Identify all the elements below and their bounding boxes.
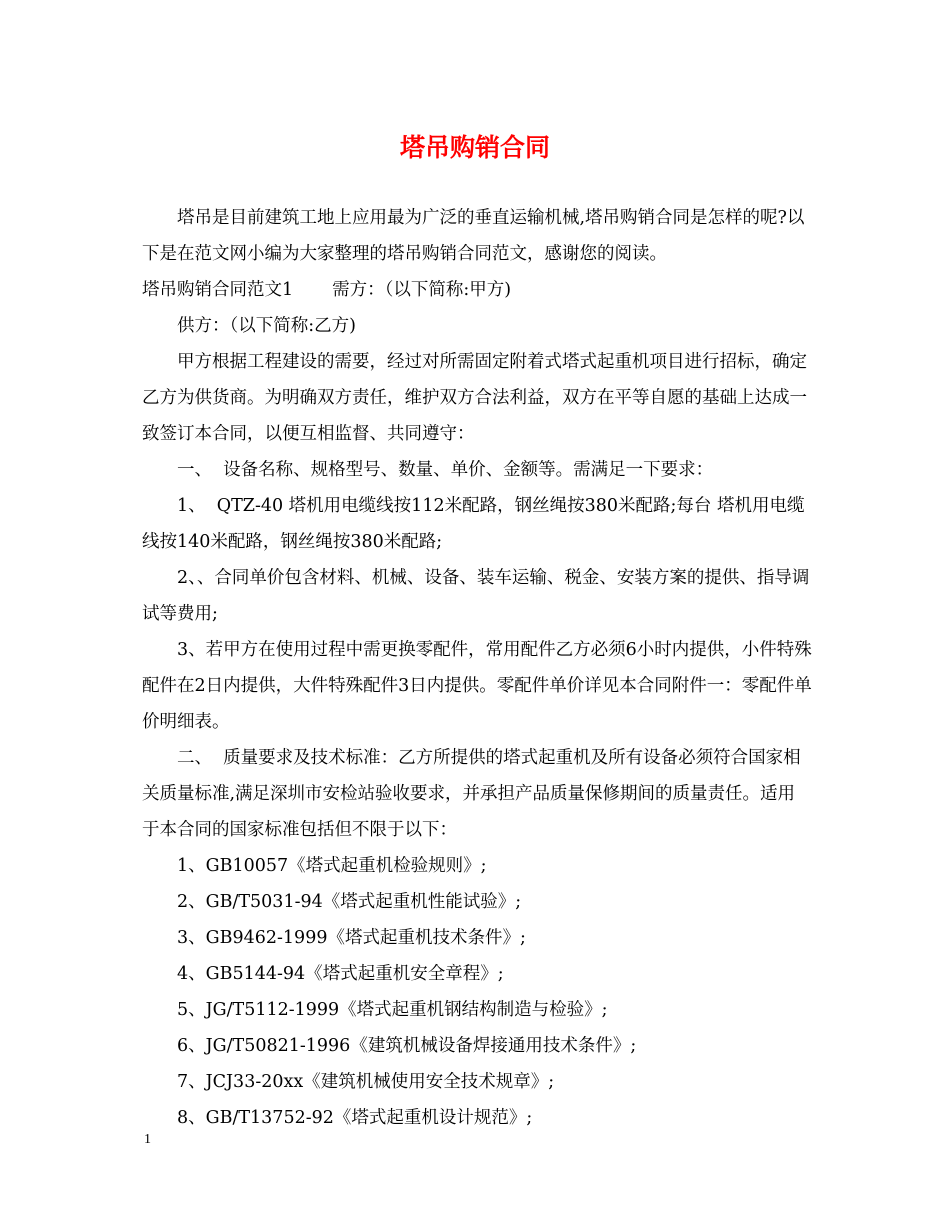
demander-line: 需方：（以下简称:甲方): [332, 280, 512, 300]
sample-heading-line: [142, 272, 812, 308]
standard-item: 1、GB10057《塔式起重机检验规则》;: [177, 856, 487, 876]
standard-item: 5、JG/T5112-1999《塔式起重机钢结构制造与检验》;: [177, 1000, 608, 1020]
standard-item: 3、GB9462-1999《塔式起重机技术条件》;: [177, 928, 526, 948]
supplier-line: 供方：（以下简称:乙方): [177, 316, 356, 336]
section1-heading: 一、 设备名称、规格型号、数量、单价、金额等。需满足一下要求：: [177, 460, 714, 480]
standard-item: 6、JG/T50821-1996《建筑机械设备焊接通用技术条件》;: [177, 1036, 637, 1056]
section1-item-3: 3、若甲方在使用过程中需更换零配件，常用配件乙方必须6小时内提供，小件特殊配件在2日内提供，大件特殊配件3日内提供。零配件单价详见本合同附件一：零配件单价明细表。: [142, 640, 812, 732]
standard-item: 4、GB5144-94《塔式起重机安全章程》;: [177, 964, 504, 984]
preamble-paragraph: 甲方根据工程建设的需要，经过对所需固定附着式塔式起重机项目进行招标，确定乙方为供货商。为明确双方责任，维护双方合法利益，双方在平等自愿的基础上达成一致签订本合同，以便互相监督、共同遵守：: [142, 352, 807, 444]
page-number: 1: [144, 1132, 151, 1147]
standards-list: [142, 848, 812, 1136]
section1-item-1: 1、 QTZ-40 塔机用电缆线按112米配路，钢丝绳按380米配路;每台 塔机用电缆线按140米配路，钢丝绳按380米配路;: [142, 496, 805, 552]
section2-heading: 二、 质量要求及技术标准：乙方所提供的塔式起重机及所有设备必须符合国家相关质量标准,满足深圳市安检站验收要求，并承担产品质量保修期间的质量责任。适用于本合同的国家标准包括但不限于以下：: [142, 748, 801, 840]
standard-item: 8、GB/T13752-92《塔式起重机设计规范》;: [177, 1108, 533, 1128]
section1-item-2: 2、、合同单价包含材料、机械、设备、装车运输、税金、安装方案的提供、指导调试等费用;: [142, 568, 810, 624]
sample-heading: 塔吊购销合同范文1: [142, 280, 294, 300]
intro-paragraph: 塔吊是目前建筑工地上应用最为广泛的垂直运输机械,塔吊购销合同是怎样的呢?以下是在范文网小编为大家整理的塔吊购销合同范文，感谢您的阅读。: [142, 208, 805, 264]
document-body: [142, 200, 812, 1136]
standard-item: 2、GB/T5031-94《塔式起重机性能试验》;: [177, 892, 522, 912]
standard-item: 7、JCJ33-20xx《建筑机械使用安全技术规章》;: [177, 1072, 555, 1092]
document-title: 塔吊购销合同: [399, 133, 550, 162]
